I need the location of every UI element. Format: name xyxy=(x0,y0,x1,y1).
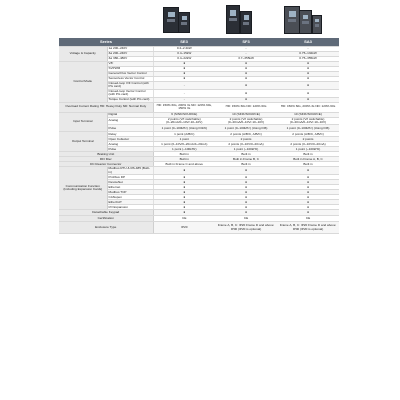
spec-cell-sa3: ● xyxy=(277,89,339,97)
spec-cell-sa3: 0.75~132kW xyxy=(277,52,339,57)
sa3-drive-image-mid xyxy=(299,10,312,34)
spec-cell-sa3: ● xyxy=(277,210,339,216)
spec-cell-se3: 1 point (A/B/C) xyxy=(153,132,215,137)
spec-row xyxy=(59,167,339,175)
spec-cell-se3: IP20 xyxy=(153,222,215,234)
spec-cell-se3: ● xyxy=(153,67,215,72)
row-feature-label: Torque Control (with PG card) xyxy=(107,97,153,102)
row-feature-label: Closed-loop Vector Control (with PG card) xyxy=(107,89,153,97)
spec-cell-sf3: 3.7~355kW xyxy=(215,57,277,62)
spec-cell-se3: ● xyxy=(153,210,215,216)
sa3-drive-image-large xyxy=(284,6,300,34)
row-feature-label: 3ø 380~480V xyxy=(107,57,153,62)
spec-cell-sf3: ● xyxy=(215,190,277,195)
spec-cell-sf3: 10 (SINK/SOURCE) xyxy=(215,112,277,117)
row-feature-label: I/O Expansion xyxy=(107,205,153,210)
row-group-label: Braking Unit xyxy=(59,152,153,157)
spec-cell-sf3: ● xyxy=(215,175,277,180)
spec-cell-sf3: 1 point (0~100kHz) (Using DI6) xyxy=(215,125,277,132)
spec-cell-se3: ● xyxy=(153,205,215,210)
spec-cell-sa3: ● xyxy=(277,190,339,195)
spec-cell-sf3: Built in Frame B, C xyxy=(215,157,277,162)
spec-cell-sa3: 10 (SINK/SOURCE) xyxy=(277,112,339,117)
spec-cell-sf3: ● xyxy=(215,82,277,90)
spec-cell-sf3: ● xyxy=(215,195,277,200)
spec-cell-sf3: ● xyxy=(215,72,277,77)
spec-cell-sf3: ● xyxy=(215,62,277,67)
spec-cell-sf3: ● xyxy=(215,210,277,216)
spec-cell-sf3: - xyxy=(215,52,277,57)
spec-cell-sa3: ● xyxy=(277,205,339,210)
spec-cell-se3: HD: 150% 60s, 200% 3s ND: 120% 60s, 150% 3s xyxy=(153,102,215,112)
spec-cell-sa3: ● xyxy=(277,97,339,102)
row-feature-label: General Flux Vector Control xyxy=(107,72,153,77)
spec-row xyxy=(59,102,339,112)
row-feature-label: CANopen xyxy=(107,195,153,200)
row-group-label: Input Terminal xyxy=(59,112,107,132)
spec-cell-se3: 2 points (V/I switchable) (0~20mA/0~10V/-10~10V) xyxy=(153,117,215,125)
spec-cell-sa3: ● xyxy=(277,180,339,185)
series-heading: Series xyxy=(59,38,153,47)
spec-cell-sa3: 2 points (0~10V/0~20mA) xyxy=(277,142,339,147)
spec-cell-sa3: ● xyxy=(277,200,339,205)
spec-cell-se3: - xyxy=(153,82,215,90)
row-feature-label: DeviceNet xyxy=(107,180,153,185)
row-group-label: Communication Function (Including Expansion Cards) xyxy=(59,167,107,210)
spec-cell-sf3: HD: 150% 60s ND: 120% 60s xyxy=(215,102,277,112)
se3-drive-image-large xyxy=(163,7,179,33)
spec-cell-se3: ● xyxy=(153,77,215,82)
spec-cell-sa3: ● xyxy=(277,67,339,72)
spec-cell-se3: 1 point (~100kHz) xyxy=(153,147,215,152)
spec-cell-sa3: CE xyxy=(277,216,339,222)
spec-cell-sa3: Built in xyxy=(277,152,339,157)
spec-cell-sf3: ● xyxy=(215,77,277,82)
sa3-drive-image-small xyxy=(312,15,322,34)
spec-cell-sf3: ● xyxy=(215,97,277,102)
spec-cell-sa3: ● xyxy=(277,77,339,82)
sf3-drive-image-small xyxy=(240,11,252,34)
spec-cell-se3: ● xyxy=(153,195,215,200)
spec-cell-sa3: 2 points (A/B/C, A/B/C) xyxy=(277,132,339,137)
spec-cell-se3: ● xyxy=(153,175,215,180)
row-group-label: Detachable Keypad xyxy=(59,210,153,216)
row-feature-label: Closed-loop V/F Control (with PG card) xyxy=(107,82,153,90)
spec-cell-sa3: 2 points (V/I switchable) (0~20mA/0~10V/-10~10V) xyxy=(277,117,339,125)
row-feature-label: Analog xyxy=(107,117,153,125)
spec-cell-sa3: Frame A, B, C: IP20 Frame D and above: IP00 (IP20 is optional) xyxy=(277,222,339,234)
row-group-label: Certification xyxy=(59,216,153,222)
spec-cell-sa3: HD: 150% 60s, 200% 3s ND: 120% 60s xyxy=(277,102,339,112)
spec-cell-sa3: ● xyxy=(277,72,339,77)
spec-cell-se3: CE xyxy=(153,216,215,222)
spec-cell-se3: ● xyxy=(153,167,215,175)
spec-cell-se3: ● xyxy=(153,200,215,205)
row-feature-label: SVPWM xyxy=(107,67,153,72)
row-group-label: Overload Current Rating HD: Heavy Duty ND: Normal Duty xyxy=(59,102,153,112)
spec-cell-sa3: 1 point (0~100kHz) (Using DI6) xyxy=(277,125,339,132)
spec-cell-se3: Built in Frame C and above xyxy=(153,162,215,167)
spec-cell-sa3: ● xyxy=(277,167,339,175)
spec-cell-sf3: Built in xyxy=(215,152,277,157)
sf3-drive-image-large xyxy=(226,5,240,34)
spec-cell-sf3: ● xyxy=(215,89,277,97)
spec-cell-sf3: - xyxy=(215,47,277,52)
row-group-label: Voltage & Capacity xyxy=(59,47,107,62)
spec-table xyxy=(59,38,339,234)
row-feature-label: EtherCAT xyxy=(107,200,153,205)
spec-cell-se3: ● xyxy=(153,72,215,77)
spec-cell-sf3: ● xyxy=(215,200,277,205)
spec-cell-sa3: 1 point (~100kHz) xyxy=(277,147,339,152)
spec-cell-sf3: ● xyxy=(215,167,277,175)
row-feature-label: V/F xyxy=(107,62,153,67)
spec-cell-se3: Built in xyxy=(153,157,215,162)
spec-cell-se3: - xyxy=(153,89,215,97)
spec-cell-sf3: ● xyxy=(215,67,277,72)
spec-cell-se3: 0.4~2.2kW xyxy=(153,47,215,52)
row-group-label: Control Mode xyxy=(59,62,107,103)
spec-cell-sf3: Frame A, B, C: IP20 Frame D and above: IP00 (IP20 is optional) xyxy=(215,222,277,234)
spec-cell-se3: ● xyxy=(153,190,215,195)
row-feature-label: Analog xyxy=(107,142,153,147)
row-feature-label: Modbus RTU & RS-485 (Built-in) xyxy=(107,167,153,175)
spec-cell-sa3: Built in Frame A, B, C xyxy=(277,157,339,162)
spec-cell-se3: 0.4~22kW xyxy=(153,57,215,62)
model-heading-se3: SE3 xyxy=(153,38,215,47)
spec-cell-se3: Built in xyxy=(153,152,215,157)
spec-cell-sa3: Built in xyxy=(277,162,339,167)
row-feature-label: Modbus TCP xyxy=(107,190,153,195)
se3-drive-image-small xyxy=(178,12,190,33)
spec-cell-sf3: 2 points (A/B/C, A/B/C) xyxy=(215,132,277,137)
spec-cell-sa3: ● xyxy=(277,195,339,200)
product-photos xyxy=(0,0,400,37)
spec-cell-sf3: 1 point (~100kHz) xyxy=(215,147,277,152)
row-feature-label: Profibus DP xyxy=(107,175,153,180)
model-heading-sf3: SF3 xyxy=(215,38,277,47)
row-feature-label: Sensorless Vector Control xyxy=(107,77,153,82)
row-feature-label: Relay xyxy=(107,132,153,137)
spec-cell-sf3: 2 points (V/I switchable) (0~20mA/0~10V/-10~10V) xyxy=(215,117,277,125)
row-feature-label: Pulse xyxy=(107,147,153,152)
row-group-label: Enclosure Type xyxy=(59,222,153,234)
spec-cell-se3: 1 point (0~10V/0~20mA/4~20mA) xyxy=(153,142,215,147)
spec-cell-se3: - xyxy=(153,97,215,102)
row-group-label: DC Reactor Connector xyxy=(59,162,153,167)
spec-cell-sa3: ● xyxy=(277,62,339,67)
spec-cell-se3: ● xyxy=(153,62,215,67)
row-feature-label: 3ø 200~240V xyxy=(107,52,153,57)
spec-cell-se3: 6 (SINK/SOURCE) xyxy=(153,112,215,117)
spec-cell-sf3: CE xyxy=(215,216,277,222)
spec-cell-se3: ● xyxy=(153,180,215,185)
spec-cell-sf3: 2 points (0~10V/0~20mA) xyxy=(215,142,277,147)
row-feature-label: Ethernet xyxy=(107,185,153,190)
row-feature-label: Open Collector xyxy=(107,137,153,142)
row-feature-label: Pulse xyxy=(107,125,153,132)
spec-cell-sa3: ● xyxy=(277,185,339,190)
spec-cell-sa3: 2 points xyxy=(277,137,339,142)
spec-cell-sa3: ● xyxy=(277,175,339,180)
row-feature-label: 1ø 200~240V xyxy=(107,47,153,52)
spec-row xyxy=(59,222,339,234)
spec-cell-sf3: ● xyxy=(215,205,277,210)
spec-cell-sf3: Built in xyxy=(215,162,277,167)
spec-cell-sf3: 2 points xyxy=(215,137,277,142)
model-heading-sa3: SA3 xyxy=(277,38,339,47)
spec-table-header xyxy=(59,38,339,47)
row-group-label: RFI filter xyxy=(59,157,153,162)
spec-cell-se3: ● xyxy=(153,185,215,190)
row-group-label: Output Terminal xyxy=(59,132,107,152)
row-feature-label: Digital xyxy=(107,112,153,117)
spec-cell-sf3: ● xyxy=(215,185,277,190)
spec-cell-sa3: 0.75~355kW xyxy=(277,57,339,62)
spec-cell-se3: 0.4~15kW xyxy=(153,52,215,57)
spec-cell-se3: 1 point xyxy=(153,137,215,142)
spec-table-body xyxy=(59,47,339,234)
spec-cell-sa3: - xyxy=(277,47,339,52)
spec-cell-sa3: ● xyxy=(277,82,339,90)
spec-cell-sf3: ● xyxy=(215,180,277,185)
spec-cell-se3: 1 point (0~100kHz) (Using DI1/6) xyxy=(153,125,215,132)
